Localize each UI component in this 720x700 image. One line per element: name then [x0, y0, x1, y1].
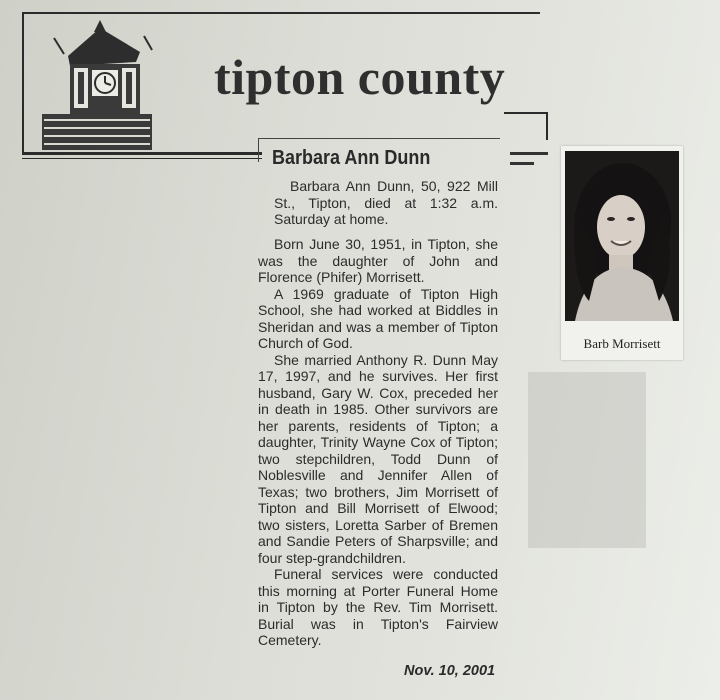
masthead-rule: [22, 12, 540, 14]
article-rule: [258, 138, 500, 139]
masthead-rule: [22, 12, 24, 154]
obituary-lead: Barbara Ann Dunn, 50, 922 Mill St., Tipton, died at 1:32 a.m. Saturday at home.: [274, 178, 498, 227]
dateline: Nov. 10, 2001: [404, 663, 496, 679]
obituary-paragraph: She married Anthony R. Dunn May 17, 1997, and he survives. Her first husband, Gary W. Cox, preceded her in death in 1985. Other survivors are her parents, residents of Tipton; a daughter, Trinity Wayne Cox of Tipton; two stepchildren, Todd Dunn of Noblesville and Jennifer Allen of Texas; two brothers, Jim Morrisett of Tipton and Bill Morrisett of Elwood; two sisters, Loretta Sarber of Bremen and Sandie Peters of Sharpsville; and four step-grandchildren.: [258, 351, 498, 566]
masthead-rule: [22, 152, 262, 155]
obituary-paragraph: Born June 30, 1951, in Tipton, she was the daughter of John and Florence (Phifer) Morrisett.: [258, 236, 498, 285]
obituary-paragraph: A 1969 graduate of Tipton High School, she had worked at Biddles in Sheridan and was a member of Tipton Church of God.: [258, 285, 498, 351]
article-rule: [258, 138, 259, 162]
masthead-rule: [546, 112, 548, 140]
masthead-rule: [504, 112, 548, 114]
bleed-through-shadow: [528, 372, 646, 548]
courthouse-clock-tower-icon: [40, 18, 160, 150]
obituary-paragraph: Funeral services were conducted this morning at Porter Funeral Home in Tipton by the Rev. Tim Morrisett. Burial was in Tipton's Fairview Cemetery.: [258, 566, 498, 648]
photo-caption: Barb Morrisett: [583, 336, 661, 351]
obituary-headline: Barbara Ann Dunn: [272, 147, 431, 169]
portrait-photo: [565, 151, 679, 321]
obituary-body: [258, 236, 498, 649]
masthead-rule: [22, 158, 262, 159]
decorative-dashes: [510, 152, 548, 172]
section-title: tipton county: [214, 49, 506, 105]
